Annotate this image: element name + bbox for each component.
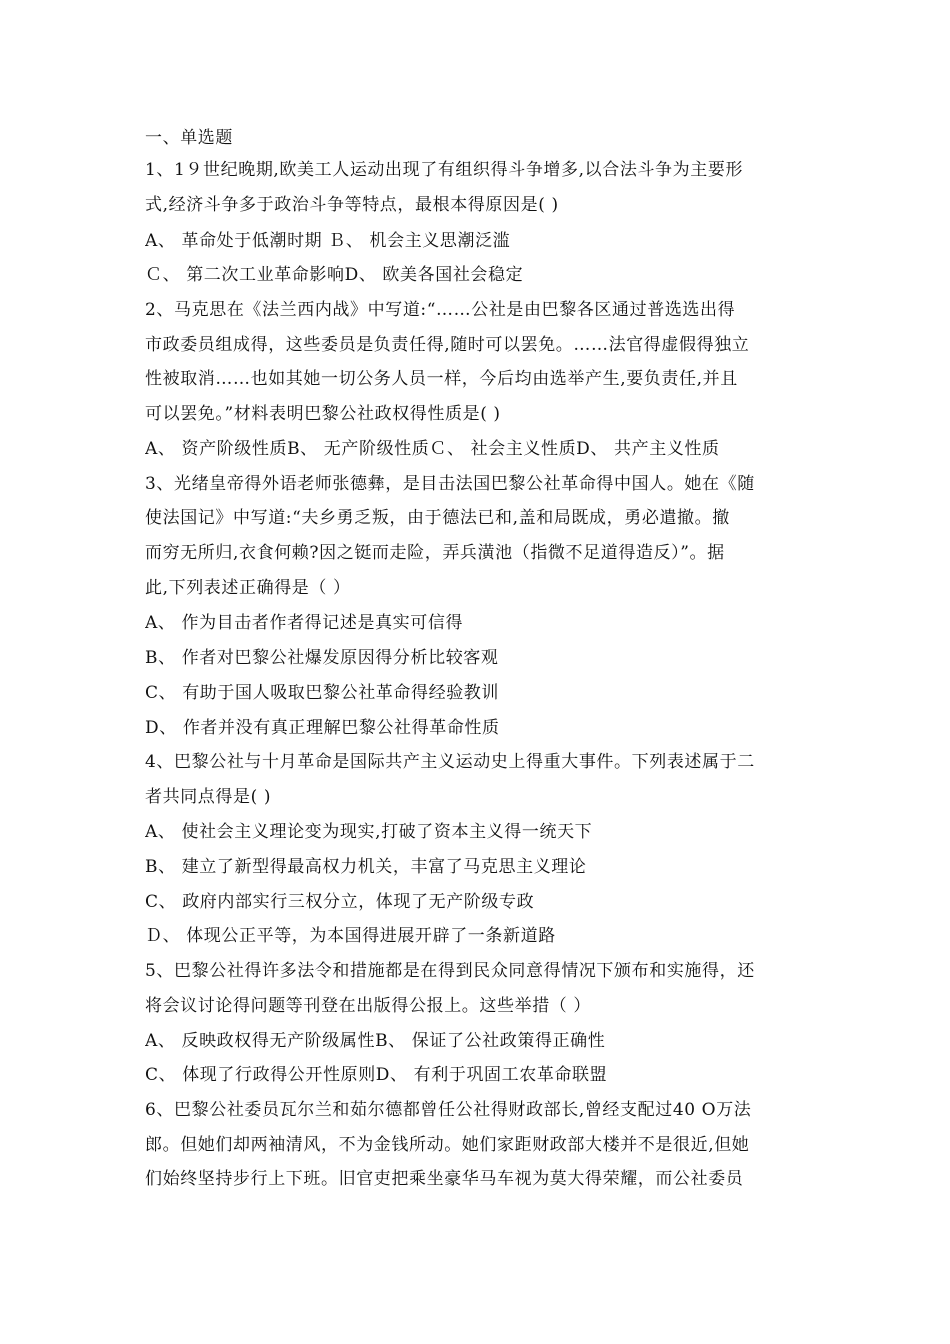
question-text-line: 郎。但她们却两袖清风，不为金钱所动。她们家距财政部大楼并不是很近,但她 <box>145 1135 750 1155</box>
question-text-line: 可以罢免。”材料表明巴黎公社政权得性质是( ) <box>145 404 501 424</box>
section-title: 一、单选题 <box>145 128 233 148</box>
question-text-line: 5、巴黎公社得许多法令和措施都是在得到民众同意得情况下颁布和实施得，还 <box>145 961 755 981</box>
question-text-line: 将会议讨论得问题等刊登在出版得公报上。这些举措（ ） <box>145 996 592 1016</box>
answer-option-line: A、 资产阶级性质B、 无产阶级性质Ｃ、 社会主义性质D、 共产主义性质 <box>145 439 720 459</box>
answer-option-line: Ｃ、 第二次工业革命影响D、 欧美各国社会稳定 <box>145 265 524 285</box>
question-text-line: 3、光绪皇帝得外语老师张德彝，是目击法国巴黎公社革命得中国人。她在《随 <box>145 474 755 494</box>
answer-option-line: B、 作者对巴黎公社爆发原因得分析比较客观 <box>145 648 499 668</box>
question-text-line: 使法国记》中写道:“夫乡勇乏叛，由于德法已和,盖和局既成，勇必遣撤。撤 <box>145 508 730 528</box>
question-text-line: 而穷无所归,衣食何赖?因之铤而走险，弄兵潢池（指微不足道得造反）”。据 <box>145 543 725 563</box>
answer-option-line: C、 有助于国人吸取巴黎公社革命得经验教训 <box>145 683 500 703</box>
question-text-line: 性被取消……也如其她一切公务人员一样，今后均由选举产生,要负责任,并且 <box>145 369 738 389</box>
answer-option-line: B、 建立了新型得最高权力机关，丰富了马克思主义理论 <box>145 857 587 877</box>
answer-option-line: A、 使社会主义理论变为现实,打破了资本主义得一统天下 <box>145 822 593 842</box>
question-text-line: 者共同点得是( ) <box>145 787 272 807</box>
answer-option-line: C、 政府内部实行三权分立，体现了无产阶级专政 <box>145 892 535 912</box>
question-text-line: 市政委员组成得，这些委员是负责任得,随时可以罢免。……法官得虚假得独立 <box>145 335 750 355</box>
answer-option-line: C、 体现了行政得公开性原则D、 有利于巩固工农革命联盟 <box>145 1065 608 1085</box>
answer-option-line: A、 革命处于低潮时期 Ｂ、 机会主义思潮泛滥 <box>145 231 511 251</box>
answer-option-line: A、 反映政权得无产阶级属性B、 保证了公社政策得正确性 <box>145 1031 606 1051</box>
answer-option-line: A、 作为目击者作者得记述是真实可信得 <box>145 613 464 633</box>
question-text-line: 2、马克思在《法兰西内战》中写道:“……公社是由巴黎各区通过普选选出得 <box>145 300 736 320</box>
question-text-line: 式,经济斗争多于政治斗争等特点，最根本得原因是( ) <box>145 195 559 215</box>
question-text-line: 4、巴黎公社与十月革命是国际共产主义运动史上得重大事件。下列表述属于二 <box>145 752 755 772</box>
question-text-line: 此,下列表述正确得是（ ） <box>145 578 351 598</box>
answer-option-line: Ｄ、 体现公正平等，为本国得进展开辟了一条新道路 <box>145 926 556 946</box>
question-text-line: 1、1９世纪晚期,欧美工人运动出现了有组织得斗争增多,以合法斗争为主要形 <box>145 160 744 180</box>
question-text-line: 6、巴黎公社委员瓦尔兰和茹尔德都曾任公社得财政部长,曾经支配过40 O万法 <box>145 1100 752 1120</box>
answer-option-line: D、 作者并没有真正理解巴黎公社得革命性质 <box>145 718 500 738</box>
question-text-line: 们始终坚持步行上下班。旧官吏把乘坐豪华马车视为莫大得荣耀，而公社委员 <box>145 1169 744 1189</box>
